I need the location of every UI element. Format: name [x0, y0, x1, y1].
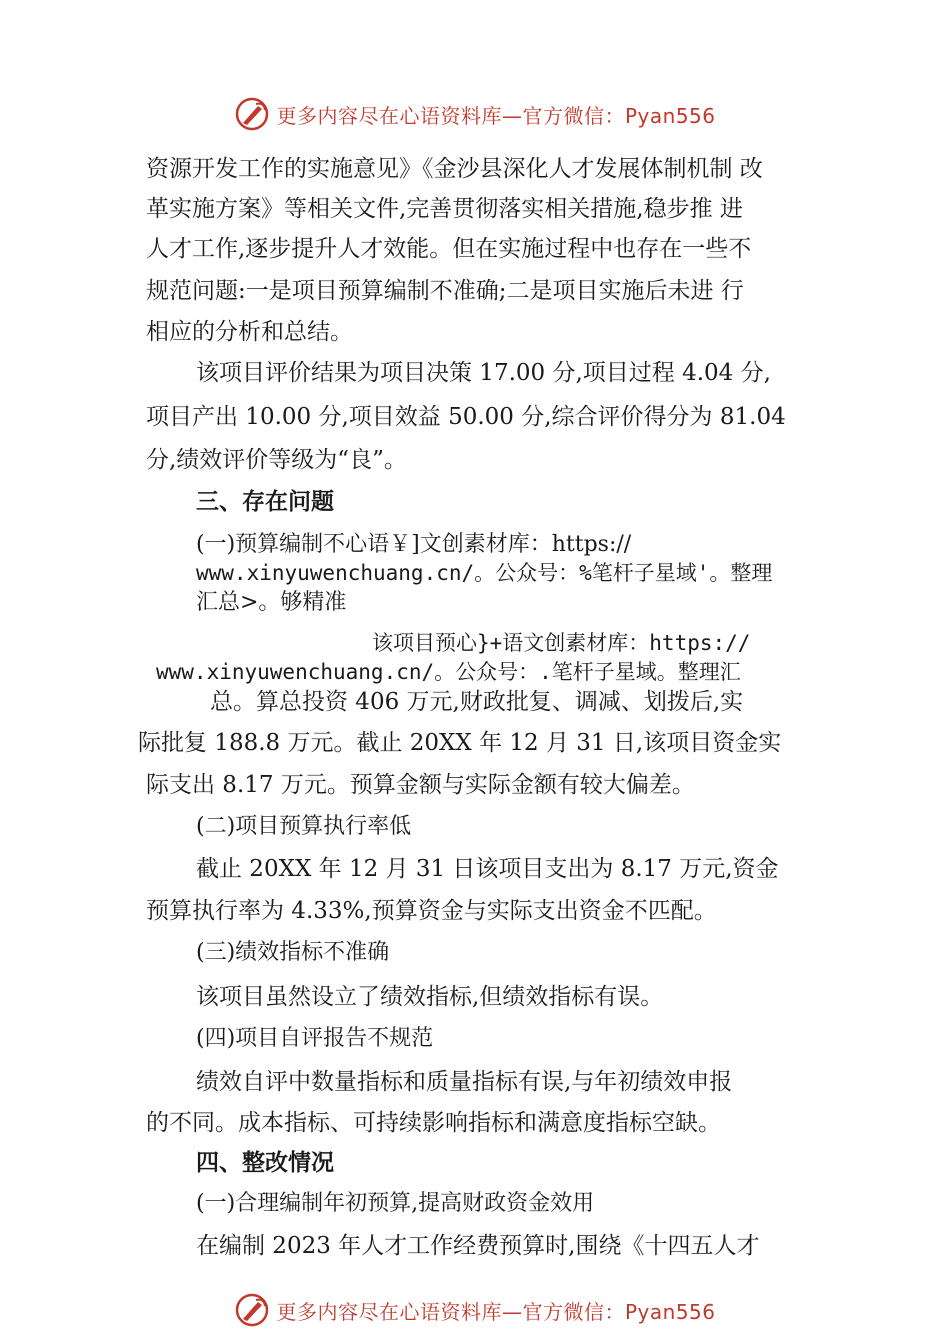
text-line: www.xinyuwenchuang.cn/。公众号：.笔杆子星域。整理汇 — [156, 660, 741, 684]
subsection-heading: (二)项目预算执行率低 — [196, 814, 412, 839]
text-line: www.xinyuwenchuang.cn/。公众号：%笔杆子星域'。整理 — [196, 561, 773, 585]
text-line: 人才工作,逐步提升人才效能。但在实施过程中也存在一些不 — [146, 236, 752, 262]
text-line: 项目产出 10.00 分,项目效益 50.00 分,综合评价得分为 81.04 — [146, 404, 786, 430]
header-banner — [0, 92, 950, 136]
text-line: 在编制 2023 年人才工作经费预算时,围绕《十四五人才 — [196, 1233, 760, 1259]
text-line: 总。算总投资 406 万元,财政批复、调减、划拨后,实 — [210, 689, 744, 715]
subsection-heading: (一)预算编制不心语￥]文创素材库：https:// — [196, 532, 632, 557]
subsection-heading: (四)项目自评报告不规范 — [196, 1026, 434, 1051]
text-line: 该项目虽然设立了绩效指标,但绩效指标有误。 — [196, 984, 664, 1010]
text-line: 的不同。成本指标、可持续影响指标和满意度指标空缺。 — [146, 1110, 721, 1136]
text-line: 截止 20XX 年 12 月 31 日该项目支出为 8.17 万元,资金 — [196, 856, 779, 882]
subsection-heading: (三)绩效指标不准确 — [196, 940, 390, 965]
text-line: 该项目预心}+语文创素材库：https:// — [372, 631, 751, 655]
banner-separator: — — [501, 103, 523, 128]
text-line: 规范问题:一是项目预算编制不准确;二是项目实施后未进 行 — [146, 278, 744, 304]
footer-banner — [0, 1288, 950, 1332]
banner-separator: — — [501, 1299, 523, 1324]
subsection-heading: (一)合理编制年初预算,提高财政资金效用 — [196, 1191, 595, 1216]
text-line: 绩效自评中数量指标和质量指标有误,与年初绩效申报 — [196, 1069, 733, 1095]
text-line: 该项目评价结果为项目决策 17.00 分,项目过程 4.04 分, — [196, 360, 771, 386]
text-line: 相应的分析和总结。 — [146, 319, 353, 345]
pen-logo-icon — [234, 1292, 270, 1328]
banner-contact: 官方微信： — [522, 103, 625, 128]
banner-title: 更多内容尽在心语资料库 — [276, 1299, 502, 1324]
text-line: 汇总>。够精准 — [196, 590, 347, 615]
banner-wechat-id: Pyan556 — [624, 1299, 716, 1324]
footer-banner-text — [276, 1296, 715, 1325]
text-line: 革实施方案》等相关文件,完善贯彻落实相关措施,稳步推 进 — [146, 196, 743, 222]
header-banner-text — [276, 100, 715, 129]
text-line: 际支出 8.17 万元。预算金额与实际金额有较大偏差。 — [146, 772, 695, 798]
banner-title: 更多内容尽在心语资料库 — [276, 103, 502, 128]
text-line: 分,绩效评价等级为“良”。 — [146, 447, 407, 473]
section-heading: 四、整改情况 — [196, 1150, 334, 1176]
text-line: 资源开发工作的实施意见》《金沙县深化人才发展体制机制 改 — [146, 156, 763, 182]
banner-contact: 官方微信： — [522, 1299, 625, 1324]
text-line: 预算执行率为 4.33%,预算资金与实际支出资金不匹配。 — [146, 898, 717, 924]
banner-wechat-id: Pyan556 — [624, 103, 716, 128]
section-heading: 三、存在问题 — [196, 489, 334, 515]
pen-logo-icon — [234, 96, 270, 132]
text-line: 际批复 188.8 万元。截止 20XX 年 12 月 31 日,该项目资金实 — [138, 730, 782, 756]
